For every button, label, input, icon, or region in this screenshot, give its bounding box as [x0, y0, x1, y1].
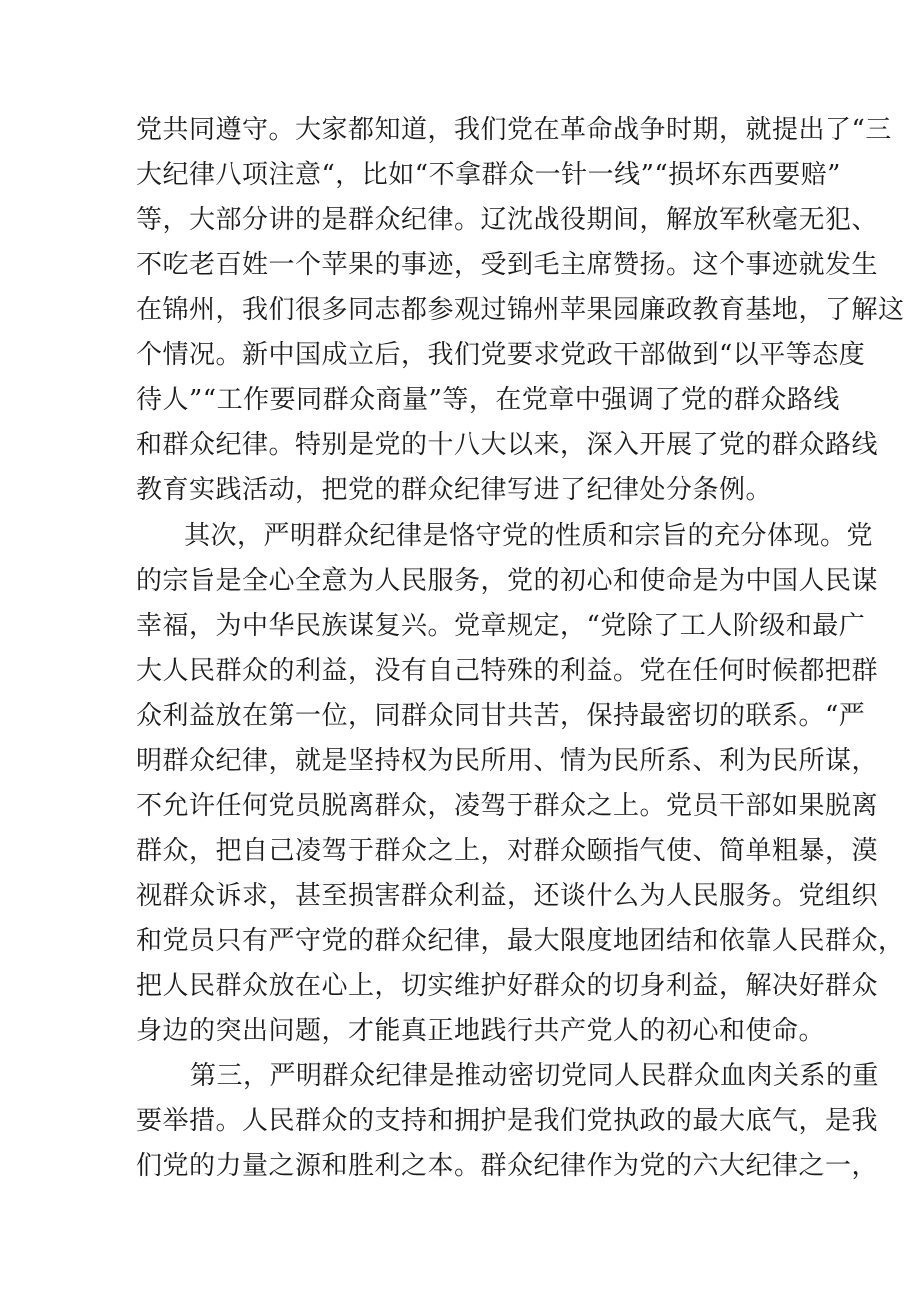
paragraph-2-line-10: 和党员只有严守党的群众纪律，最大限度地团结和依靠人民群众，: [136, 926, 905, 956]
paragraph-1-line-5: 在锦州，我们很多同志都参观过锦州苹果园廉政教育基地，了解这: [136, 295, 905, 325]
paragraph-2-line-11: 把人民群众放在心上，切实维护好群众的切身利益，解决好群众: [136, 971, 879, 1001]
paragraph-2-line-1: 其次，严明群众纪律是恪守党的性质和宗旨的充分体现。党: [184, 521, 874, 551]
paragraph-1-line-6: 个情况。新中国成立后，我们党要求党政干部做到“以平等态度: [136, 340, 866, 370]
paragraph-1-line-8: 和群众纪律。特别是党的十八大以来，深入开展了党的群众路线: [136, 430, 879, 460]
paragraph-2-line-12: 身边的突出问题，才能真正地践行共产党人的初心和使命。: [136, 1016, 826, 1046]
paragraph-2-line-4: 大人民群众的利益，没有自己特殊的利益。党在任何时候都把群: [136, 656, 879, 686]
paragraph-2-line-9: 视群众诉求，甚至损害群众利益，还谈什么为人民服务。党组织: [136, 881, 879, 911]
paragraph-2-line-3: 幸福，为中华民族谋复兴。党章规定，“党除了工人阶级和最广: [136, 611, 866, 641]
paragraph-1-line-9: 教育实践活动，把党的群众纪律写进了纪律处分条例。: [136, 475, 773, 505]
paragraph-1-line-2: 大纪律八项注意“，比如“不拿群众一针一线”“损坏东西要赔”: [136, 160, 841, 190]
paragraph-2-line-2: 的宗旨是全心全意为人民服务，党的初心和使命是为中国人民谋: [136, 566, 879, 596]
paragraph-1-line-7: 待人”“工作要同群众商量”等，在党章中强调了党的群众路线: [136, 385, 840, 415]
paragraph-1-line-3: 等，大部分讲的是群众纪律。辽沈战役期间，解放军秋毫无犯、: [136, 205, 879, 235]
paragraph-3-line-1: 第三，严明群众纪律是推动密切党同人民群众血肉关系的重: [190, 1061, 880, 1091]
paragraph-2-line-6: 明群众纪律，就是坚持权为民所用、情为民所系、利为民所谋，: [136, 746, 879, 776]
paragraph-2-line-5: 众利益放在第一位，同群众同甘共苦，保持最密切的联系。“严: [136, 701, 866, 731]
paragraph-2-line-7: 不允许任何党员脱离群众，凌驾于群众之上。党员干部如果脱离: [136, 791, 879, 821]
paragraph-3-line-2: 要举措。人民群众的支持和拥护是我们党执政的最大底气，是我: [136, 1106, 879, 1136]
paragraph-1-line-4: 不吃老百姓一个苹果的事迹，受到毛主席赞扬。这个事迹就发生: [136, 250, 879, 280]
paragraph-1-line-1: 党共同遵守。大家都知道，我们党在革命战争时期，就提出了“三: [136, 115, 892, 145]
paragraph-3-line-3: 们党的力量之源和胜利之本。群众纪律作为党的六大纪律之一，: [136, 1151, 879, 1181]
paragraph-2-line-8: 群众，把自己凌驾于群众之上，对群众颐指气使、简单粗暴，漠: [136, 836, 879, 866]
